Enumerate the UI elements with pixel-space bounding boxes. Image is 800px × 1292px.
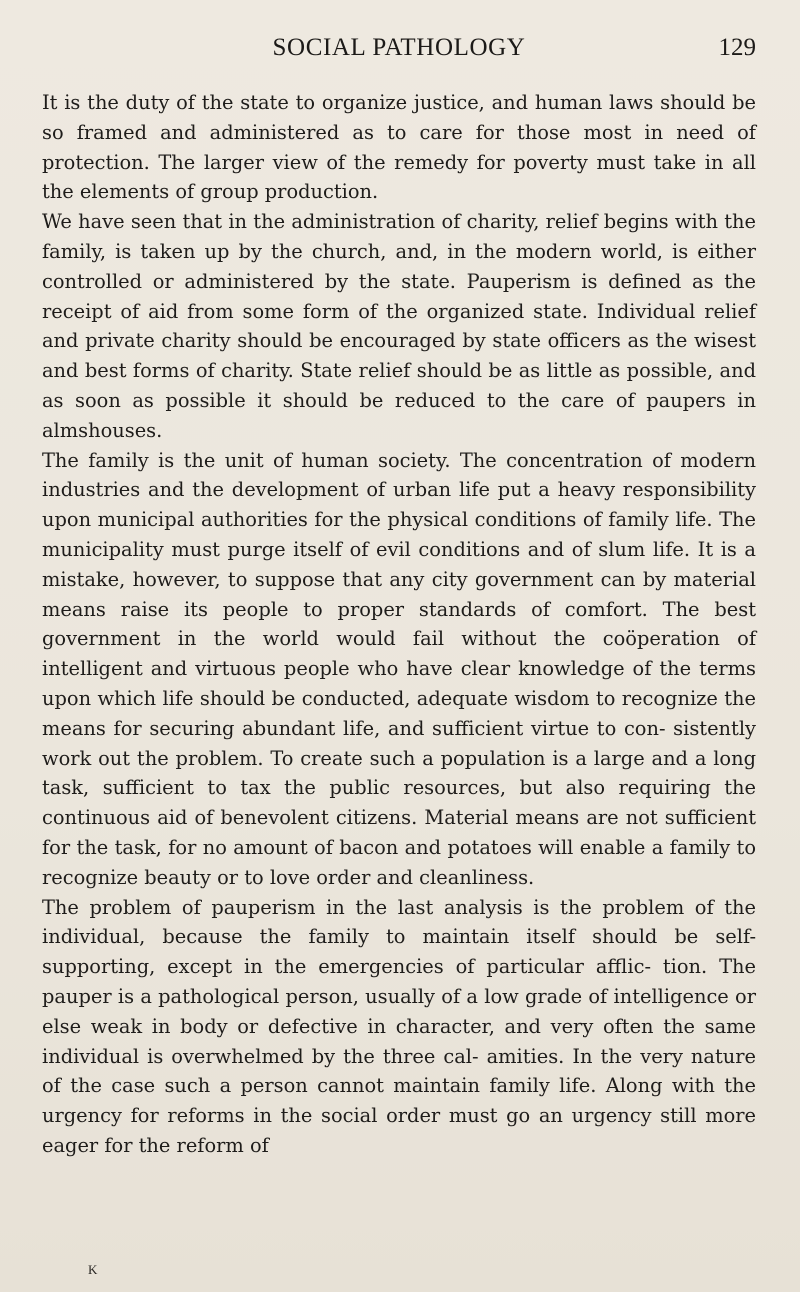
signature-mark: K xyxy=(88,1262,99,1277)
running-title: SOCIAL PATHOLOGY xyxy=(272,34,526,61)
paragraph-1: It is the duty of the state to organize justice, and human laws should be so framed and administered as to care for those most in need of protection. The larger view of the remedy for poverty must take in all the elements of group production. xyxy=(42,91,756,204)
paragraph-4: The problem of pauperism in the last analysis is the problem of the individual, because the family to maintain itself should be self-supporting, except in the emergencies of particular afflic- tion. The pauper is a pathological person, usually of a low grade of intelligence or else weak in body or defective in character, and very often the same individual is overwhelmed by the three cal- amities. In the very nature of the case such a person cannot maintain family life. Along with the urgency for reforms in the social order must go an urgency still more eager for the reform of xyxy=(42,895,756,1157)
paragraph-2: We have seen that in the administration of charity, relief begins with the family, is taken up by the church, and, in the modern world, is either controlled or administered by the state. Pauperism is defined as the receipt of aid from some form of the organized state. Individual relief and private charity should be encouraged by state officers as the wisest and best forms of charity. State relief should be as little as possible, and as soon as possible it should be reduced to the care of paupers in almshouses. xyxy=(42,210,756,442)
page-number: 129 xyxy=(718,34,756,61)
paragraph-3: The family is the unit of human society. The concentration of modern industries and the development of urban life put a heavy responsibility upon municipal authorities for the physical conditions of family life. The municipality must purge itself of evil conditions and of slum life. It is a mistake, however, to suppose that any city government can by material means raise its people to proper standards of comfort. The best government in the world would fail without the coöperation of intelligent and virtuous people who have clear knowledge of the terms upon which life should be conducted, adequate wisdom to recognize the means for securing abundant life, and sufficient virtue to con- sistently work out the problem. To create such a population is a large and a long task, sufficient to tax the public resources, but also requiring the continuous aid of benevolent citizens. Material means are not sufficient for the task, for no amount of bacon and potatoes will enable a family to recognize beauty or to love order and cleanliness. xyxy=(42,448,756,889)
running-head xyxy=(42,34,756,68)
body-text xyxy=(42,88,756,1161)
